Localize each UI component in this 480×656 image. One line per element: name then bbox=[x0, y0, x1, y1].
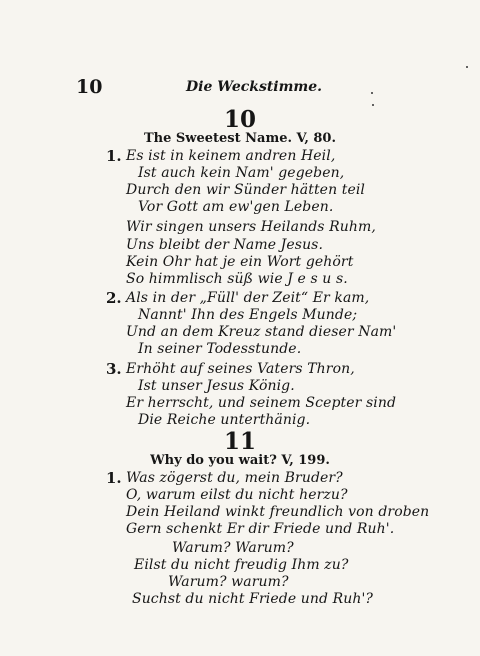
verse-number: 2. bbox=[106, 289, 122, 307]
verse-line: Es ist in keinem andren Heil, bbox=[126, 148, 336, 164]
verse-line: Durch den wir Sünder hätten teil bbox=[126, 182, 366, 198]
page-number: 10 bbox=[76, 76, 103, 98]
verse-line: So himmlisch süß wie J e s u s. bbox=[126, 271, 348, 287]
verse-line: Ist auch kein Nam' gegeben, bbox=[138, 165, 345, 181]
verse-number: 1. bbox=[106, 147, 122, 165]
verse-line: Wir singen unsers Heilands Ruhm, bbox=[126, 219, 376, 235]
verse-line: Uns bleibt der Name Jesus. bbox=[126, 237, 324, 253]
verse-line: Die Reiche unterthänig. bbox=[138, 412, 311, 428]
verse-line: Er herrscht, und seinem Scepter sind bbox=[126, 395, 397, 411]
running-title: Die Weckstimme. bbox=[186, 79, 323, 95]
verse-line: Gern schenkt Er dir Friede und Ruh'. bbox=[126, 521, 395, 537]
verse-number: 3. bbox=[106, 360, 122, 378]
verse-line: Dein Heiland winkt freundlich von droben bbox=[126, 504, 430, 520]
verse-line: O, warum eilst du nicht herzu? bbox=[126, 487, 348, 503]
refrain-line: Warum? Warum? bbox=[172, 540, 294, 556]
verse-line: Und an dem Kreuz stand dieser Nam' bbox=[126, 324, 397, 340]
verse-line: Ist unser Jesus König. bbox=[138, 378, 295, 394]
refrain-line: Suchst du nicht Friede und Ruh'? bbox=[132, 591, 374, 607]
print-speck bbox=[372, 104, 374, 106]
refrain-line: Warum? warum? bbox=[168, 574, 289, 590]
verse-line: Vor Gott am ew'gen Leben. bbox=[138, 199, 334, 215]
verse-line: Als in der „Füll' der Zeit“ Er kam, bbox=[126, 290, 370, 306]
print-speck bbox=[466, 66, 468, 68]
verse-line: Kein Ohr hat je ein Wort gehört bbox=[126, 254, 354, 270]
verse-line: Erhöht auf seines Vaters Thron, bbox=[126, 361, 355, 377]
print-speck bbox=[371, 92, 373, 94]
verse-line: Was zögerst du, mein Bruder? bbox=[126, 470, 343, 486]
tune-reference: Why do you wait? V, 199. bbox=[150, 453, 330, 468]
hymn-number: 11 bbox=[223, 428, 256, 455]
verse-line: In seiner Todesstunde. bbox=[138, 341, 302, 357]
verse-line: Nannt' Ihn des Engels Munde; bbox=[138, 307, 358, 323]
tune-reference: The Sweetest Name. V, 80. bbox=[143, 131, 337, 146]
hymn-number: 10 bbox=[223, 106, 256, 133]
refrain-line: Eilst du nicht freudig Ihm zu? bbox=[134, 557, 349, 573]
verse-number: 1. bbox=[106, 469, 122, 487]
